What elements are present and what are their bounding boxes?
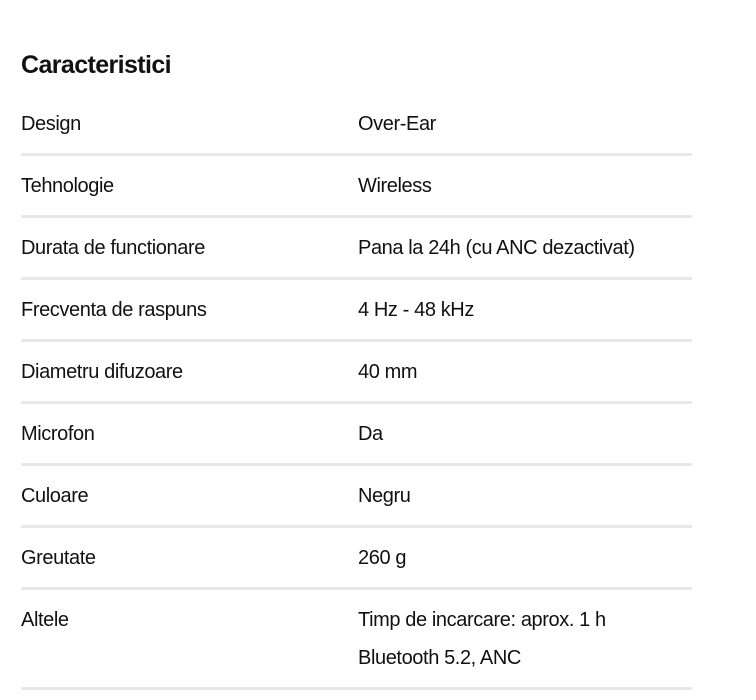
spec-value: Wireless bbox=[358, 175, 432, 197]
spec-label: Altele bbox=[21, 609, 69, 631]
spec-value-multiline bbox=[358, 605, 606, 681]
spec-row-greutate bbox=[21, 528, 692, 590]
spec-row-diametru bbox=[21, 342, 692, 404]
specifications-table bbox=[21, 94, 692, 690]
spec-row-tehnologie bbox=[21, 156, 692, 218]
spec-row-design bbox=[21, 94, 692, 156]
spec-value: Over-Ear bbox=[358, 113, 436, 135]
spec-value: 40 mm bbox=[358, 361, 418, 383]
spec-label: Durata de functionare bbox=[21, 237, 205, 259]
spec-row-altele bbox=[21, 590, 692, 690]
spec-row-culoare bbox=[21, 466, 692, 528]
spec-value: Pana la 24h (cu ANC dezactivat) bbox=[358, 237, 635, 259]
spec-label: Greutate bbox=[21, 547, 96, 569]
spec-row-microfon bbox=[21, 404, 692, 466]
spec-row-durata bbox=[21, 218, 692, 280]
spec-value: Da bbox=[358, 423, 383, 445]
spec-value: Negru bbox=[358, 485, 411, 507]
spec-label: Culoare bbox=[21, 485, 89, 507]
spec-value: 260 g bbox=[358, 547, 407, 569]
spec-value-line: Timp de incarcare: aprox. 1 h bbox=[358, 609, 606, 631]
spec-value-line: Bluetooth 5.2, ANC bbox=[358, 647, 521, 669]
spec-label: Design bbox=[21, 113, 81, 135]
section-title: Caracteristici bbox=[21, 51, 172, 79]
spec-value: 4 Hz - 48 kHz bbox=[358, 299, 474, 321]
spec-label: Microfon bbox=[21, 423, 95, 445]
spec-label: Diametru difuzoare bbox=[21, 361, 183, 383]
spec-row-frecventa bbox=[21, 280, 692, 342]
spec-label: Frecventa de raspuns bbox=[21, 299, 207, 321]
spec-label: Tehnologie bbox=[21, 175, 114, 197]
